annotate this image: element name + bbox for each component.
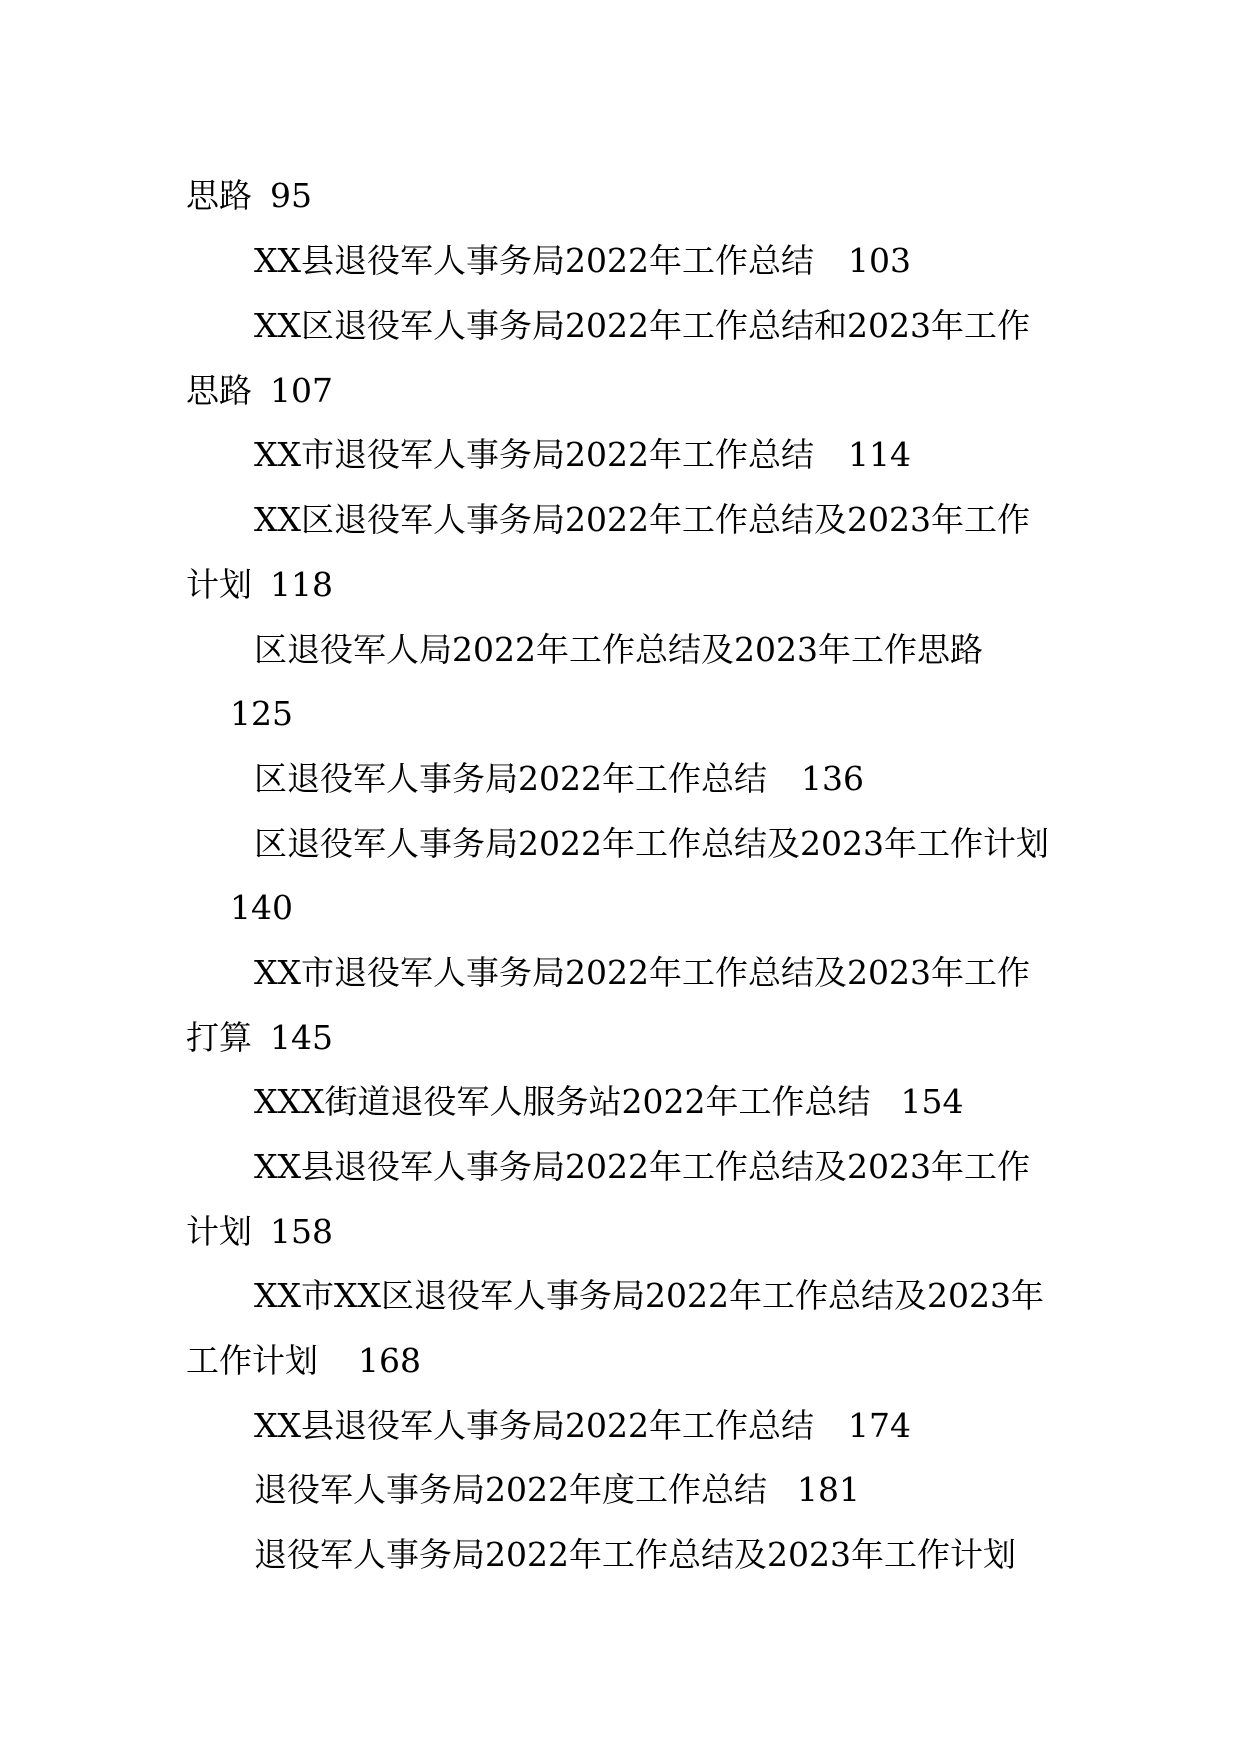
toc-line (186, 1212, 333, 1252)
toc-line (186, 176, 312, 216)
toc-entry-text: 区退役军人事务局2022年工作总结及2023年工作计划 (254, 824, 1049, 863)
toc-line (254, 435, 911, 475)
toc-entry-text: 区退役军人局2022年工作总结及2023年工作思路 (254, 630, 983, 669)
toc-page-number: 181 (796, 1470, 860, 1509)
toc-page-number: 168 (358, 1341, 421, 1380)
toc-line (254, 241, 911, 281)
toc-entry-text: XXX街道退役军人服务站2022年工作总结 (254, 1082, 871, 1121)
toc-page-number: 95 (270, 176, 312, 215)
toc-page-number: 154 (900, 1082, 964, 1121)
toc-line (254, 630, 983, 670)
toc-line (254, 953, 1030, 993)
toc-page-number: 103 (847, 241, 911, 280)
toc-page-number: 118 (270, 565, 333, 604)
toc-entry-text: 打算 (186, 1018, 252, 1057)
toc-entry-text: XX区退役军人事务局2022年工作总结和2023年工作 (254, 306, 1030, 345)
toc-line (254, 824, 1049, 864)
toc-line (186, 1341, 421, 1381)
toc-line (254, 1276, 1044, 1316)
toc-page-number: 158 (270, 1212, 333, 1251)
toc-page-number: 140 (230, 888, 293, 927)
toc-line (254, 1147, 1030, 1187)
toc-line (254, 1406, 911, 1446)
toc-line (186, 1018, 333, 1058)
toc-entry-text: XX县退役军人事务局2022年工作总结及2023年工作 (254, 1147, 1030, 1186)
toc-line (186, 371, 333, 411)
toc-entry-text: XX市XX区退役军人事务局2022年工作总结及2023年 (254, 1276, 1044, 1315)
toc-entry-text: 思路 (186, 371, 252, 410)
toc-page-number: 136 (800, 759, 864, 798)
toc-line (186, 565, 333, 605)
toc-entry-text: 区退役军人事务局2022年工作总结 (254, 759, 767, 798)
toc-line (254, 306, 1030, 346)
toc-entry-text: 计划 (186, 1212, 252, 1251)
toc-entry-text: 退役军人事务局2022年工作总结及2023年工作计划 (254, 1535, 1016, 1574)
toc-page-number: 125 (230, 694, 293, 733)
toc-page-number: 174 (847, 1406, 911, 1445)
toc-entry-text: XX市退役军人事务局2022年工作总结 (254, 435, 814, 474)
toc-entry-text: 退役军人事务局2022年度工作总结 (254, 1470, 767, 1509)
toc-page-number: 114 (847, 435, 911, 474)
toc-line (254, 1082, 963, 1122)
toc-entry-text: XX区退役军人事务局2022年工作总结及2023年工作 (254, 500, 1030, 539)
toc-entry-text: XX县退役军人事务局2022年工作总结 (254, 1406, 814, 1445)
toc-entry-text: XX市退役军人事务局2022年工作总结及2023年工作 (254, 953, 1030, 992)
toc-entry-text: 工作计划 (186, 1341, 318, 1380)
toc-line (254, 1535, 1016, 1575)
toc-entry-text: 思路 (186, 176, 252, 215)
toc-page-number: 145 (270, 1018, 333, 1057)
toc-line (230, 694, 293, 734)
toc-entry-text: XX县退役军人事务局2022年工作总结 (254, 241, 814, 280)
toc-line (230, 888, 293, 928)
toc-line (254, 1470, 860, 1510)
toc-line (254, 759, 864, 799)
toc-entry-text: 计划 (186, 565, 252, 604)
toc-line (254, 500, 1030, 540)
toc-page-number: 107 (270, 371, 333, 410)
